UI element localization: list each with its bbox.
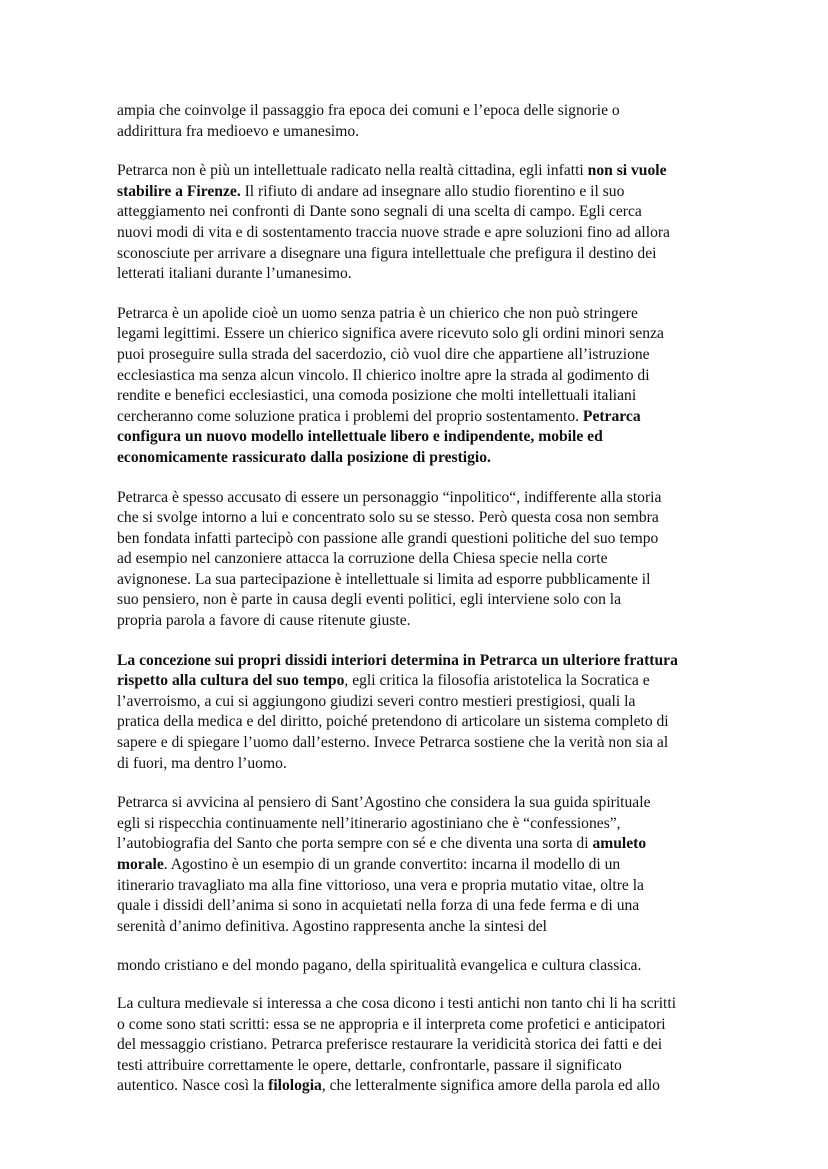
text-run: Petrarca è spesso accusato di essere un personaggio “inpolitico“, indifferente alla storia che si svolge intorno a lui e concentrato solo su se stesso. Però questa cosa non sembra ben fondata infatti partecipò con passione alle grandi questioni politiche del suo tempo ad esempio nel canzoniere attacca la corruzione della Chiesa specie nella corte avignonese. La sua partecipazione è intellettuale si limita ad esporre pubblicamente il suo pensiero, non è parte in causa degli eventi politici, egli interviene solo con la propria parola a favore di cause ritenute giuste. [117,488,662,630]
text-run: mondo cristiano e del mondo pagano, della spiritualità evangelica e cultura classica. [117,957,642,975]
paragraph [117,651,728,775]
text-run: Petrarca non è più un intellettuale radicato nella realtà cittadina, egli infatti [117,162,588,180]
text-run: . Agostino è un esempio di un grande convertito: incarna il modello di un itinerario travagliato ma alla fine vittorioso, una vera e propria mutatio vitae, oltre la quale i dissidi dell’anima si sono in acquietati nella forza di una fede ferma e di una serenità d’animo definitiva. Agostino rappresenta anche la sintesi del [117,856,644,935]
text-run: , egli critica la filosofia aristotelica la Socratica e l’averroismo, a cui si aggiungono giudizi severi contro mestieri prestigiosi, quali la pratica della medica e del diritto, poiché pretendono di articolare un sistema completo di sapere e di spiegare l’uomo dall’esterno. Invece Petrarca sostiene che la verità non sia al di fuori, ma dentro l’uomo. [117,672,669,772]
paragraph [117,793,728,937]
bold-text-run: Petrarca configura un nuovo modello intellettuale libero e indipendente, mobile ed economicamente rassicurato dalla posizione di prestigio. [117,407,641,466]
bold-text-run: filologia [268,1077,322,1095]
text-run: , che letteralmente significa amore della parola ed allo [321,1077,660,1095]
paragraph [117,488,728,632]
bold-text-run: La concezione sui propri dissidi interiori determina in Petrarca un ulteriore frattura rispetto alla cultura del suo tempo [117,651,678,690]
bold-text-run: non si vuole stabilire a Firenze. [117,162,667,200]
paragraph [117,101,728,142]
text-run: Il rifiuto di andare ad insegnare allo studio fiorentino e il suo atteggiamento nei confronti di Dante sono segnali di una scelta di campo. Egli cerca nuovi modi di vita e di sostentamento traccia nuove strade e apre soluzioni fino ad allora sconosciute per arrivare a disegnare una figura intellettuale che prefigura il destino dei letterati italiani durante l’umanesimo. [117,182,670,283]
text-run: ampia che coinvolge il passaggio fra epoca dei comuni e l’epoca delle signorie o addirittura fra medioevo e umanesimo. [117,102,620,140]
paragraph [117,304,728,469]
paragraph [117,956,728,977]
text-run: Petrarca si avvicina al pensiero di Sant’Agostino che considera la sua guida spirituale egli si rispecchia continuamente nell’itinerario agostiniano che è “confessiones”, l’autobiografia del Santo che porta sempre con sé e che diventa una sorta di [117,794,651,853]
text-run: La cultura medievale si interessa a che cosa dicono i testi antichi non tanto chi li ha scritti o come sono stati scritti: essa se ne appropria e il interpreta come profetici e anticipatori del messaggio cristiano. Petrarca preferisce restaurare la veridicità storica dei fatti e dei testi attribuire correttamente le opere, dettarle, confrontarle, passare il significato autentico. Nasce così la [117,994,677,1095]
bold-text-run: amuleto morale [117,835,647,873]
paragraph [117,161,728,285]
paragraph [117,994,728,1097]
text-run: Petrarca è un apolide cioè un uomo senza patria è un chierico che non può stringere legami legittimi. Essere un chierico significa avere ricevuto solo gli ordini minori senza puoi proseguire sulla strada del sacerdozio, ciò vuol dire che appartiene all’istruzione ecclesiastica ma senza alcun vincolo. Il chierico inoltre apre la strada al godimento di rendite e benefici ecclesiastici, una comoda posizione che molti intellettuali italiani cercheranno come soluzione pratica i problemi del proprio sostentamento. [117,304,664,425]
